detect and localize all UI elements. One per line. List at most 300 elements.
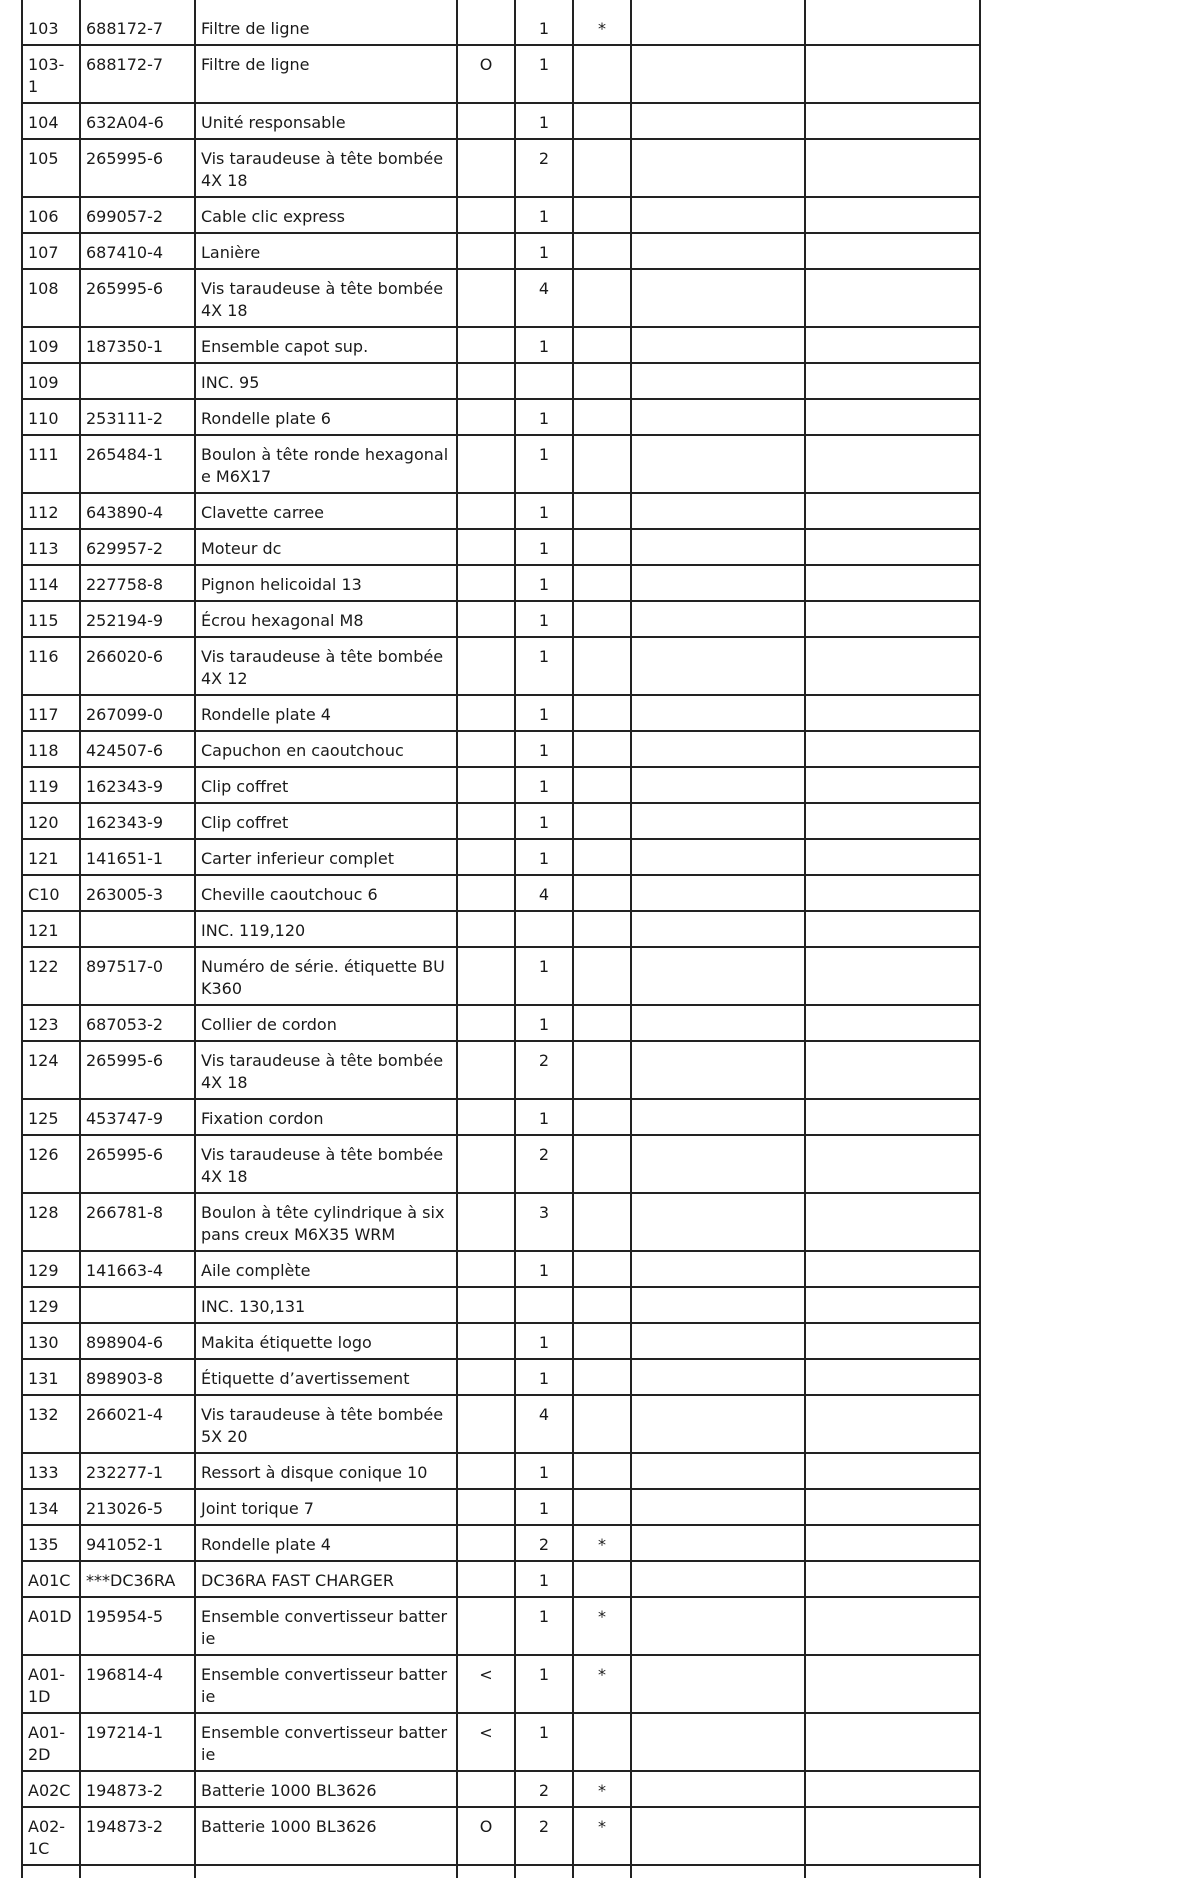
quantity-cell: 1 <box>515 1655 573 1713</box>
empty-cell <box>631 1135 805 1193</box>
table-row-continuation <box>22 1865 980 1878</box>
empty-cell <box>631 565 805 601</box>
empty-cell <box>631 731 805 767</box>
part-number-cell: 253111-2 <box>80 399 195 435</box>
empty-cell <box>805 269 980 327</box>
description-cell: Clavette carree <box>195 493 457 529</box>
note-cell <box>573 601 631 637</box>
empty-cell <box>631 363 805 399</box>
table-row <box>22 103 980 139</box>
empty-cell <box>631 839 805 875</box>
marker-cell <box>457 1359 515 1395</box>
empty-cell <box>805 363 980 399</box>
marker-cell <box>457 1099 515 1135</box>
part-number-cell <box>80 1287 195 1323</box>
empty-cell <box>805 803 980 839</box>
empty-cell <box>631 435 805 493</box>
quantity-cell: 1 <box>515 399 573 435</box>
note-cell <box>573 1251 631 1287</box>
item-number-cell: 110 <box>22 399 80 435</box>
description-cell: Vis taraudeuse à tête bombée 4X 18 <box>195 269 457 327</box>
note-cell <box>573 1713 631 1771</box>
empty-cell <box>805 1561 980 1597</box>
empty-cell <box>805 1597 980 1655</box>
description-cell: Aile complète <box>195 1251 457 1287</box>
marker-cell <box>457 233 515 269</box>
table-row <box>22 1193 980 1251</box>
description-cell: INC. 130,131 <box>195 1287 457 1323</box>
note-cell <box>573 1453 631 1489</box>
part-number-cell: 162343-9 <box>80 803 195 839</box>
part-number-cell: 266021-4 <box>80 1395 195 1453</box>
item-number-cell: 109 <box>22 363 80 399</box>
empty-cell <box>631 1655 805 1713</box>
quantity-cell: 1 <box>515 435 573 493</box>
quantity-cell: 2 <box>515 1771 573 1807</box>
part-number-cell: 252194-9 <box>80 601 195 637</box>
empty-cell <box>631 803 805 839</box>
item-number-cell: 112 <box>22 493 80 529</box>
marker-cell <box>457 0 515 45</box>
marker-cell <box>457 1525 515 1561</box>
item-number-cell: 122 <box>22 947 80 1005</box>
table-row <box>22 1099 980 1135</box>
item-number-cell: 114 <box>22 565 80 601</box>
table-row <box>22 839 980 875</box>
empty-cell <box>805 103 980 139</box>
part-number-cell: 227758-8 <box>80 565 195 601</box>
table-row <box>22 601 980 637</box>
description-cell: INC. 119,120 <box>195 911 457 947</box>
item-number-cell: 103 <box>22 0 80 45</box>
note-cell: * <box>573 1525 631 1561</box>
quantity-cell: 1 <box>515 1251 573 1287</box>
note-cell <box>573 103 631 139</box>
item-number-cell: 116 <box>22 637 80 695</box>
table-row <box>22 1041 980 1099</box>
description-cell: DC36RA FAST CHARGER <box>195 1561 457 1597</box>
empty-cell <box>631 0 805 45</box>
description-cell: Clip coffret <box>195 767 457 803</box>
table-row <box>22 529 980 565</box>
empty-cell <box>631 399 805 435</box>
table-row <box>22 139 980 197</box>
table-row <box>22 45 980 103</box>
empty-cell <box>805 197 980 233</box>
description-cell: Pignon helicoidal 13 <box>195 565 457 601</box>
quantity-cell: 1 <box>515 493 573 529</box>
description-cell: Cable clic express <box>195 197 457 233</box>
note-cell <box>573 1135 631 1193</box>
empty-cell <box>631 1597 805 1655</box>
empty-cell <box>631 767 805 803</box>
part-number-cell: 266781-8 <box>80 1193 195 1251</box>
marker-cell <box>457 529 515 565</box>
item-number-cell: 111 <box>22 435 80 493</box>
item-number-cell: 115 <box>22 601 80 637</box>
marker-cell <box>457 947 515 1005</box>
empty-cell <box>805 731 980 767</box>
part-number-cell: 265995-6 <box>80 1135 195 1193</box>
part-number-cell: 424507-6 <box>80 731 195 767</box>
description-cell: Lanière <box>195 233 457 269</box>
quantity-cell: 1 <box>515 803 573 839</box>
empty-cell <box>631 1251 805 1287</box>
part-number-cell: 265484-1 <box>80 435 195 493</box>
description-cell: Cheville caoutchouc 6 <box>195 875 457 911</box>
item-number-cell: A01C <box>22 1561 80 1597</box>
table-row <box>22 911 980 947</box>
note-cell <box>573 637 631 695</box>
description-cell: Filtre de ligne <box>195 45 457 103</box>
part-number-cell: 453747-9 <box>80 1099 195 1135</box>
marker-cell <box>457 399 515 435</box>
empty-cell <box>631 103 805 139</box>
quantity-cell: 1 <box>515 1099 573 1135</box>
item-number-cell: 105 <box>22 139 80 197</box>
note-cell <box>573 1099 631 1135</box>
description-cell: Ensemble convertisseur batterie <box>195 1713 457 1771</box>
description-cell: Écrou hexagonal M8 <box>195 601 457 637</box>
marker-cell: < <box>457 1713 515 1771</box>
description-cell: Vis taraudeuse à tête bombée 4X 18 <box>195 139 457 197</box>
table-row <box>22 1323 980 1359</box>
table-row <box>22 1395 980 1453</box>
marker-cell <box>457 839 515 875</box>
item-number-cell: 120 <box>22 803 80 839</box>
marker-cell <box>457 1453 515 1489</box>
item-number-cell: 124 <box>22 1041 80 1099</box>
note-cell <box>573 1323 631 1359</box>
part-number-cell: 688172-7 <box>80 0 195 45</box>
empty-cell <box>805 435 980 493</box>
table-row <box>22 1561 980 1597</box>
description-cell: Étiquette d’avertissement <box>195 1359 457 1395</box>
empty-cell <box>805 1251 980 1287</box>
item-number-cell: 106 <box>22 197 80 233</box>
part-number-cell: 941052-1 <box>80 1525 195 1561</box>
marker-cell <box>457 1323 515 1359</box>
description-cell: Filtre de ligne <box>195 0 457 45</box>
empty-cell <box>631 1807 805 1865</box>
table-row <box>22 803 980 839</box>
description-cell: Clip coffret <box>195 803 457 839</box>
description-cell: Rondelle plate 4 <box>195 1525 457 1561</box>
note-cell <box>573 233 631 269</box>
quantity-cell: 2 <box>515 1525 573 1561</box>
marker-cell <box>457 1489 515 1525</box>
item-number-cell: 130 <box>22 1323 80 1359</box>
table-row <box>22 327 980 363</box>
note-cell <box>573 1489 631 1525</box>
part-number-cell: 187350-1 <box>80 327 195 363</box>
item-number-cell: 119 <box>22 767 80 803</box>
note-cell: * <box>573 0 631 45</box>
part-number-cell: 194873-2 <box>80 1771 195 1807</box>
note-cell <box>573 363 631 399</box>
marker-cell <box>457 1771 515 1807</box>
empty-cell <box>631 1395 805 1453</box>
empty-cell <box>805 139 980 197</box>
parts-table <box>21 0 981 1878</box>
item-number-cell: 107 <box>22 233 80 269</box>
table-row <box>22 1287 980 1323</box>
item-number-cell: 126 <box>22 1135 80 1193</box>
marker-cell: O <box>457 1807 515 1865</box>
description-cell: Vis taraudeuse à tête bombée 4X 12 <box>195 637 457 695</box>
quantity-cell: 1 <box>515 565 573 601</box>
empty-cell <box>805 565 980 601</box>
marker-cell: < <box>457 1655 515 1713</box>
table-row <box>22 1807 980 1865</box>
note-cell <box>573 399 631 435</box>
table-row <box>22 947 980 1005</box>
description-cell: Unité responsable <box>195 103 457 139</box>
marker-cell <box>457 139 515 197</box>
quantity-cell: 1 <box>515 327 573 363</box>
empty-cell <box>805 399 980 435</box>
part-number-cell: 632A04-6 <box>80 103 195 139</box>
item-number-cell: 121 <box>22 911 80 947</box>
marker-cell <box>457 1041 515 1099</box>
note-cell <box>573 1395 631 1453</box>
quantity-cell: 1 <box>515 637 573 695</box>
item-number-cell: A01-2D <box>22 1713 80 1771</box>
quantity-cell <box>515 1287 573 1323</box>
empty-cell <box>805 1193 980 1251</box>
part-number-cell: 267099-0 <box>80 695 195 731</box>
empty-cell <box>631 45 805 103</box>
quantity-cell: 4 <box>515 1395 573 1453</box>
part-number-cell: 265995-6 <box>80 269 195 327</box>
part-number-cell: 898904-6 <box>80 1323 195 1359</box>
empty-cell <box>631 1525 805 1561</box>
note-cell <box>573 875 631 911</box>
part-number-cell: 643890-4 <box>80 493 195 529</box>
table-row <box>22 1453 980 1489</box>
part-number-cell: 141663-4 <box>80 1251 195 1287</box>
item-number-cell: 129 <box>22 1251 80 1287</box>
marker-cell <box>457 637 515 695</box>
quantity-cell: 1 <box>515 529 573 565</box>
note-cell <box>573 1005 631 1041</box>
table-row <box>22 1251 980 1287</box>
quantity-cell: 4 <box>515 875 573 911</box>
empty-cell <box>631 1771 805 1807</box>
empty-cell <box>631 1193 805 1251</box>
empty-cell <box>631 233 805 269</box>
quantity-cell: 1 <box>515 1359 573 1395</box>
part-number-cell <box>80 911 195 947</box>
item-number-cell: 104 <box>22 103 80 139</box>
empty-cell <box>631 1099 805 1135</box>
part-number-cell: 898903-8 <box>80 1359 195 1395</box>
item-number-cell: 118 <box>22 731 80 767</box>
part-number-cell: 265995-6 <box>80 139 195 197</box>
table-row <box>22 1525 980 1561</box>
marker-cell <box>457 767 515 803</box>
quantity-cell: 1 <box>515 1453 573 1489</box>
marker-cell <box>457 875 515 911</box>
quantity-cell: 1 <box>515 233 573 269</box>
description-cell: INC. 95 <box>195 363 457 399</box>
quantity-cell: 2 <box>515 1135 573 1193</box>
part-number-cell: 194873-2 <box>80 1807 195 1865</box>
empty-cell <box>805 493 980 529</box>
item-number-cell: 129 <box>22 1287 80 1323</box>
empty-cell <box>805 695 980 731</box>
note-cell <box>573 1193 631 1251</box>
empty-cell <box>805 1655 980 1713</box>
description-cell: Ressort à disque conique 10 <box>195 1453 457 1489</box>
empty-cell <box>805 45 980 103</box>
note-cell <box>573 1041 631 1099</box>
empty-cell <box>631 695 805 731</box>
marker-cell <box>457 1287 515 1323</box>
empty-cell <box>805 601 980 637</box>
quantity-cell: 1 <box>515 1323 573 1359</box>
item-number-cell: 109 <box>22 327 80 363</box>
table-row <box>22 269 980 327</box>
quantity-cell: 1 <box>515 767 573 803</box>
part-number-cell: 629957-2 <box>80 529 195 565</box>
item-number-cell: A01D <box>22 1597 80 1655</box>
table-row <box>22 637 980 695</box>
marker-cell <box>457 731 515 767</box>
empty-cell <box>631 1323 805 1359</box>
quantity-cell: 1 <box>515 1005 573 1041</box>
description-cell: Numéro de série. étiquette BUK360 <box>195 947 457 1005</box>
empty-cell <box>805 1395 980 1453</box>
item-number-cell: 103-1 <box>22 45 80 103</box>
empty-cell <box>805 233 980 269</box>
empty-cell <box>805 529 980 565</box>
empty-cell <box>805 1489 980 1525</box>
marker-cell <box>457 1395 515 1453</box>
note-cell <box>573 139 631 197</box>
part-number-cell: 141651-1 <box>80 839 195 875</box>
marker-cell <box>457 1561 515 1597</box>
quantity-cell: 1 <box>515 197 573 233</box>
marker-cell <box>457 1597 515 1655</box>
marker-cell <box>457 695 515 731</box>
description-cell: Makita étiquette logo <box>195 1323 457 1359</box>
table-row <box>22 0 980 45</box>
table-row <box>22 731 980 767</box>
empty-cell <box>631 1489 805 1525</box>
marker-cell: O <box>457 45 515 103</box>
empty-cell <box>805 327 980 363</box>
description-cell: Ensemble convertisseur batterie <box>195 1597 457 1655</box>
empty-cell <box>631 1041 805 1099</box>
table-row <box>22 1597 980 1655</box>
part-number-cell: 265995-6 <box>80 1041 195 1099</box>
empty-cell <box>805 1135 980 1193</box>
quantity-cell <box>515 363 573 399</box>
part-number-cell: 213026-5 <box>80 1489 195 1525</box>
description-cell: Rondelle plate 6 <box>195 399 457 435</box>
marker-cell <box>457 363 515 399</box>
note-cell <box>573 911 631 947</box>
description-cell: Vis taraudeuse à tête bombée 4X 18 <box>195 1041 457 1099</box>
marker-cell <box>457 1251 515 1287</box>
empty-cell <box>805 947 980 1005</box>
empty-cell <box>805 875 980 911</box>
quantity-cell: 2 <box>515 139 573 197</box>
quantity-cell: 2 <box>515 1807 573 1865</box>
table-row <box>22 1655 980 1713</box>
item-number-cell: A02C <box>22 1771 80 1807</box>
quantity-cell: 1 <box>515 1561 573 1597</box>
part-number-cell: 195954-5 <box>80 1597 195 1655</box>
quantity-cell: 1 <box>515 1713 573 1771</box>
item-number-cell: 131 <box>22 1359 80 1395</box>
quantity-cell: 1 <box>515 1489 573 1525</box>
table-row <box>22 1713 980 1771</box>
table-row <box>22 1135 980 1193</box>
quantity-cell: 1 <box>515 947 573 1005</box>
empty-cell <box>805 1525 980 1561</box>
note-cell <box>573 327 631 363</box>
empty-cell <box>805 1041 980 1099</box>
note-cell <box>573 1287 631 1323</box>
note-cell <box>573 565 631 601</box>
empty-cell <box>805 839 980 875</box>
part-number-cell: 687053-2 <box>80 1005 195 1041</box>
table-row <box>22 1771 980 1807</box>
part-number-cell: 196814-4 <box>80 1655 195 1713</box>
note-cell: * <box>573 1771 631 1807</box>
marker-cell <box>457 103 515 139</box>
description-cell: Boulon à tête ronde hexagonale M6X17 <box>195 435 457 493</box>
description-cell: Vis taraudeuse à tête bombée 4X 18 <box>195 1135 457 1193</box>
note-cell <box>573 493 631 529</box>
quantity-cell: 2 <box>515 1041 573 1099</box>
empty-cell <box>805 1713 980 1771</box>
quantity-cell: 3 <box>515 1193 573 1251</box>
empty-cell <box>631 493 805 529</box>
quantity-cell: 1 <box>515 601 573 637</box>
marker-cell <box>457 435 515 493</box>
empty-cell <box>805 637 980 695</box>
part-number-cell: ***DC36RA <box>80 1561 195 1597</box>
part-number-cell: 897517-0 <box>80 947 195 1005</box>
part-number-cell: 266020-6 <box>80 637 195 695</box>
empty-cell <box>631 1005 805 1041</box>
item-number-cell: 121 <box>22 839 80 875</box>
table-row <box>22 695 980 731</box>
marker-cell <box>457 493 515 529</box>
part-number-cell: 687410-4 <box>80 233 195 269</box>
empty-cell <box>631 911 805 947</box>
empty-cell <box>631 327 805 363</box>
part-number-cell: 197214-1 <box>80 1713 195 1771</box>
note-cell <box>573 731 631 767</box>
quantity-cell: 1 <box>515 731 573 767</box>
empty-cell <box>631 1561 805 1597</box>
item-number-cell: A01-1D <box>22 1655 80 1713</box>
note-cell <box>573 839 631 875</box>
parts-list-page <box>21 0 979 1878</box>
quantity-cell: 1 <box>515 45 573 103</box>
description-cell: Fixation cordon <box>195 1099 457 1135</box>
description-cell: Collier de cordon <box>195 1005 457 1041</box>
table-row <box>22 1005 980 1041</box>
quantity-cell: 1 <box>515 695 573 731</box>
empty-cell <box>631 637 805 695</box>
item-number-cell: 128 <box>22 1193 80 1251</box>
empty-cell <box>631 269 805 327</box>
